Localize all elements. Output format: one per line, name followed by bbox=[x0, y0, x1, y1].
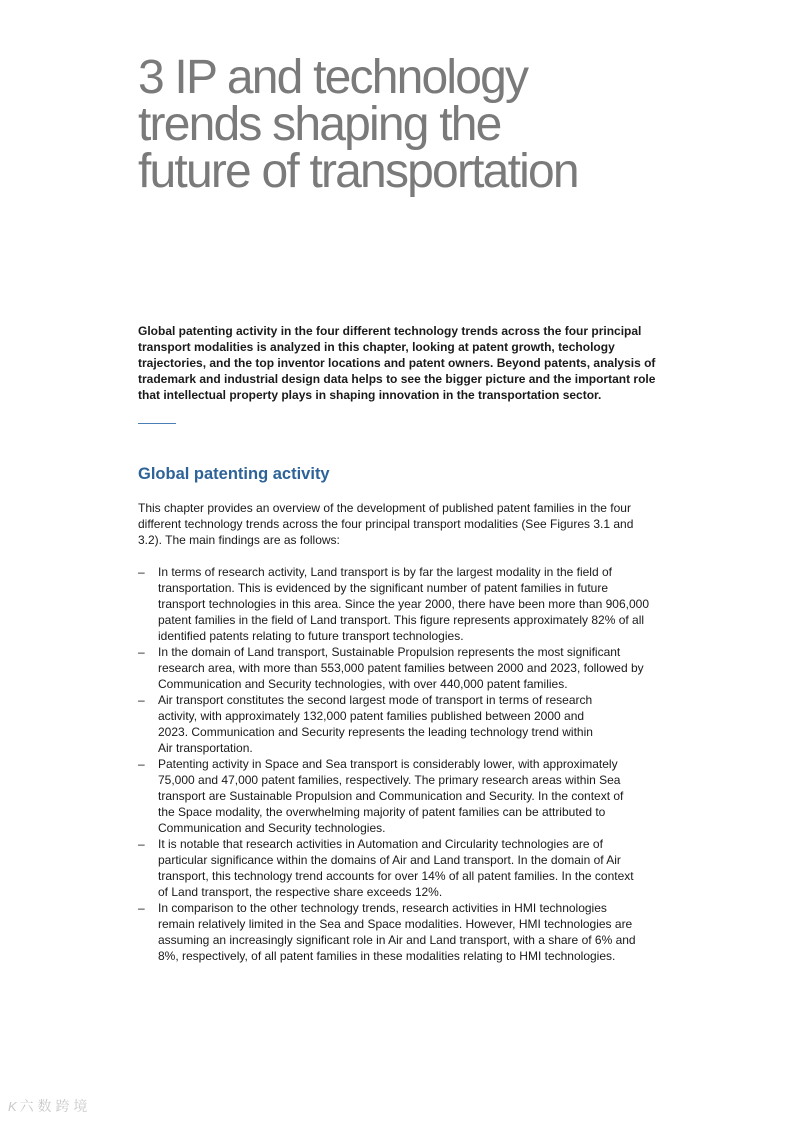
chapter-title-line: future of transportation bbox=[138, 145, 578, 198]
intro-paragraph bbox=[138, 323, 668, 403]
paragraph-line: 3.2). The main findings are as follows: bbox=[138, 533, 340, 547]
list-item-line: assuming an increasingly significant role in Air and Land transport, with a share of 6% and bbox=[158, 933, 636, 947]
list-item-line: In comparison to the other technology trends, research activities in HMI technologies bbox=[158, 901, 607, 915]
section-paragraph bbox=[138, 500, 668, 548]
list-dash: – bbox=[138, 565, 145, 579]
list-item-line: Communication and Security technologies. bbox=[158, 821, 386, 835]
list-item-line: Patenting activity in Space and Sea transport is considerably lower, with approximately bbox=[158, 757, 618, 771]
watermark-text: 六 数 跨 境 bbox=[19, 1098, 88, 1114]
intro-line: transport modalities is analyzed in this chapter, looking at patent growth, techology bbox=[138, 340, 615, 354]
list-item-line: In the domain of Land transport, Sustainable Propulsion represents the most significant bbox=[158, 645, 621, 659]
list-item bbox=[138, 900, 668, 964]
intro-line: Global patenting activity in the four different technology trends across the four principal bbox=[138, 324, 642, 338]
list-item-line: transport technologies in this area. Since the year 2000, there have been more than 906,000 bbox=[158, 597, 649, 611]
list-item bbox=[138, 564, 668, 644]
list-item bbox=[138, 756, 668, 836]
list-item-line: particular significance within the domains of Air and Land transport. In the domain of Air bbox=[158, 853, 621, 867]
list-item bbox=[138, 692, 668, 756]
watermark-logo-icon: K bbox=[8, 1098, 16, 1114]
list-item-line: research area, with more than 553,000 patent families between 2000 and 2023, followed by bbox=[158, 661, 644, 675]
chapter-title-line: 3 IP and technology bbox=[138, 51, 528, 104]
list-dash: – bbox=[138, 757, 145, 771]
list-item-line: identified patents relating to future transport technologies. bbox=[158, 629, 464, 643]
list-item bbox=[138, 836, 668, 900]
list-item-line: Air transport constitutes the second largest mode of transport in terms of research bbox=[158, 693, 593, 707]
list-dash: – bbox=[138, 693, 145, 707]
list-item-line: transport are Sustainable Propulsion and Communication and Security. In the context of bbox=[158, 789, 624, 803]
accent-divider bbox=[138, 423, 176, 424]
list-item-line: 75,000 and 47,000 patent families, respectively. The primary research areas within Sea bbox=[158, 773, 621, 787]
list-item-line: activity, with approximately 132,000 patent families published between 2000 and bbox=[158, 709, 585, 723]
chapter-title bbox=[138, 51, 698, 198]
list-item-line: the Space modality, the overwhelming majority of patent families can be attributed to bbox=[158, 805, 606, 819]
list-item-line: of Land transport, the respective share exceeds 12%. bbox=[158, 885, 443, 899]
findings-list bbox=[138, 564, 668, 964]
list-item-line: transport, this technology trend accounts for over 14% of all patent families. In the context bbox=[158, 869, 634, 883]
intro-line: that intellectual property plays in shaping innovation in the transportation sector. bbox=[138, 388, 602, 402]
list-item-line: Air transportation. bbox=[158, 741, 253, 755]
paragraph-line: different technology trends across the four principal transport modalities (See Figures 3.1 and bbox=[138, 517, 634, 531]
list-item-line: remain relatively limited in the Sea and Space modalities. However, HMI technologies are bbox=[158, 917, 633, 931]
list-dash: – bbox=[138, 901, 145, 915]
watermark bbox=[8, 1096, 87, 1116]
paragraph-line: This chapter provides an overview of the development of published patent families in the four bbox=[138, 501, 631, 515]
list-dash: – bbox=[138, 837, 145, 851]
intro-line: trademark and industrial design data helps to see the bigger picture and the important role bbox=[138, 372, 656, 386]
list-item-line: In terms of research activity, Land transport is by far the largest modality in the field of bbox=[158, 565, 612, 579]
list-item-line: Communication and Security technologies, with over 440,000 patent families. bbox=[158, 677, 568, 691]
chapter-title-line: trends shaping the bbox=[138, 98, 501, 151]
list-item-line: 2023. Communication and Security represents the leading technology trend within bbox=[158, 725, 593, 739]
list-item-line: It is notable that research activities in Automation and Circularity technologies are of bbox=[158, 837, 603, 851]
section-heading: Global patenting activity bbox=[138, 465, 330, 483]
intro-line: trajectories, and the top inventor locations and patent owners. Beyond patents, analysis of bbox=[138, 356, 656, 370]
list-item-line: transportation. This is evidenced by the significant number of patent families in future bbox=[158, 581, 609, 595]
list-item-line: 8%, respectively, of all patent families in these modalities relating to HMI technologies. bbox=[158, 949, 616, 963]
list-item-line: patent families in the field of Land transport. This figure represents approximately 82% of all bbox=[158, 613, 645, 627]
list-dash: – bbox=[138, 645, 145, 659]
list-item bbox=[138, 644, 668, 692]
